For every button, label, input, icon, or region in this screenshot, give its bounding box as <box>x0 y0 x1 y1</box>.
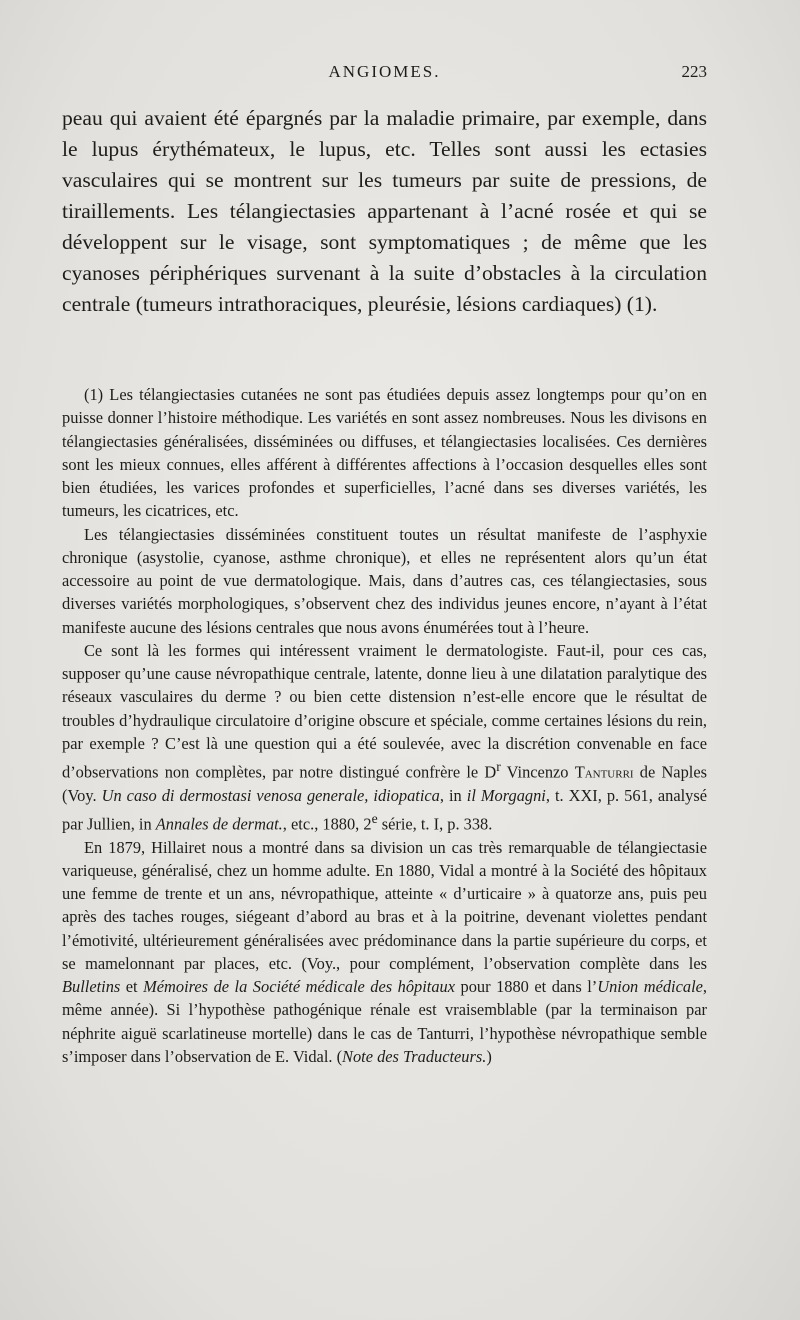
text-run: , etc., 1880, 2 <box>282 814 372 834</box>
journal-title: Mémoires de la Société médicale des hôpitaux <box>143 977 456 997</box>
journal-title: Annales de dermat. <box>155 814 283 834</box>
footnote-paragraph-3 <box>62 639 707 836</box>
superscript: r <box>496 759 501 774</box>
text-run: série, t. I, p. 338. <box>377 814 493 834</box>
superscript: e <box>371 810 378 826</box>
work-title: Un caso di dermostasi venosa generale, idiopatica <box>101 785 440 805</box>
journal-title: Union médicale <box>597 977 703 997</box>
text-run: , t. XXI, p. 561, analysé par Jullien, in <box>62 785 708 834</box>
footnote-block <box>62 383 707 1068</box>
text-run: En 1879, Hillairet nous a montré dans sa division un cas très remarquable de télangiectasie variqueuse, généralisé, chez un homme adulte. En 1880, Vidal a montré à la Société des hôpitaux une femme de trente et un ans, névropathique, atteinte « d’urticaire » à quatorze ans, puis peu après des taches rouges, siégeant d’abord au bras et à la poitrine, devenant violettes pendant l’émotivité, ultérieurement généralisées avec prédominance dans la partie supérieure du corps, et se mamelonnant par places, etc. (Voy., pour complément, l’observation complète dans les <box>62 837 707 973</box>
translators-note: Note des Traducteurs. <box>342 1046 487 1066</box>
text-run: de Naples (Voy. <box>62 762 707 805</box>
page-number: 223 <box>681 62 707 81</box>
footnote-paragraph-4 <box>62 836 707 1069</box>
running-head: ANGIOMES. <box>328 62 441 81</box>
footnote-paragraph-1: (1) Les télangiectasies cutanées ne sont pas étudiées depuis assez longtemps pour qu’on en puisse donner l’histoire méthodique. Les variétés en sont assez nombreuses. Nous les divisons en télangiectasies généralisées, disséminées ou diffuses, et télangiectasies localisées. Ces dernières sont les mieux connues, elles afférent à différentes affections à l’occasion desquelles elles sont bien étudiées, les varices profondes et superficielles, l’acné dans ses diverses variétés, les tumeurs, les cicatrices, etc. <box>62 385 707 521</box>
text-run: Ce sont là les formes qui intéressent vraiment le dermatologiste. Faut-il, pour ces cas, supposer qu’une cause névropathique centrale, latente, donne lieu à une dilatation paralytique des réseaux vasculaires du derme ? ou bien cette distension n’est-elle encore que le résultat de troubles d’hydraulique circulatoire d’origine obscure et spéciale, comme certaines lésions du rein, par exemple ? C’est là une question qui a été soulevée, avec la discrétion convenable en face d’observations non complètes, par notre distingué confrère le D <box>62 640 707 782</box>
main-text <box>62 103 707 320</box>
footnote-paragraph-2: Les télangiectasies disséminées constituent toutes un résultat manifeste de l’asphyxie chronique (asystolie, cyanose, asthme chronique), et elles ne représentent alors qu’un état accessoire au point de vue dermatologique. Mais, dans d’autres cas, ces télangiectasies, sous diverses variétés morphologiques, s’observent chez des individus jeunes encore, n’ayant à l’état manifeste aucune des lésions centrales que nous avons énumérées tout à l’heure. <box>62 524 707 637</box>
text-run: , même année). Si l’hypothèse pathogénique rénale est vraisemblable (par la terminaison par néphrite aiguë scarlatineuse mortelle) dans le cas de Tanturri, l’hypothèse névropathique semble s’imposer dans l’observation de E. Vidal. ( <box>62 977 708 1066</box>
main-paragraph: peau qui avaient été épargnés par la maladie primaire, par exemple, dans le lupus érythémateux, le lupus, etc. Telles sont aussi les ectasies vasculaires qui se montrent sur les tumeurs par suite de pressions, de tiraillements. Les télangiectasies appartenant à l’acné rosée et qui se développent sur le visage, sont symptomatiques ; de même que les cyanoses périphériques survenant à la suite d’obstacles à la circulation centrale (tumeurs intrathoraciques, pleurésie, lésions cardiaques) (1). <box>62 106 707 316</box>
text-run: pour 1880 et dans l’ <box>455 977 598 997</box>
text-run: , in <box>439 785 467 805</box>
text-run: et <box>120 977 144 997</box>
text-run: Vincenzo <box>500 762 575 782</box>
author-name: Tanturri <box>574 762 634 782</box>
page-header <box>62 62 707 86</box>
journal-title: il Morgagni <box>466 785 546 805</box>
journal-title: Bulletins <box>62 977 121 997</box>
text-run: ) <box>486 1046 492 1066</box>
